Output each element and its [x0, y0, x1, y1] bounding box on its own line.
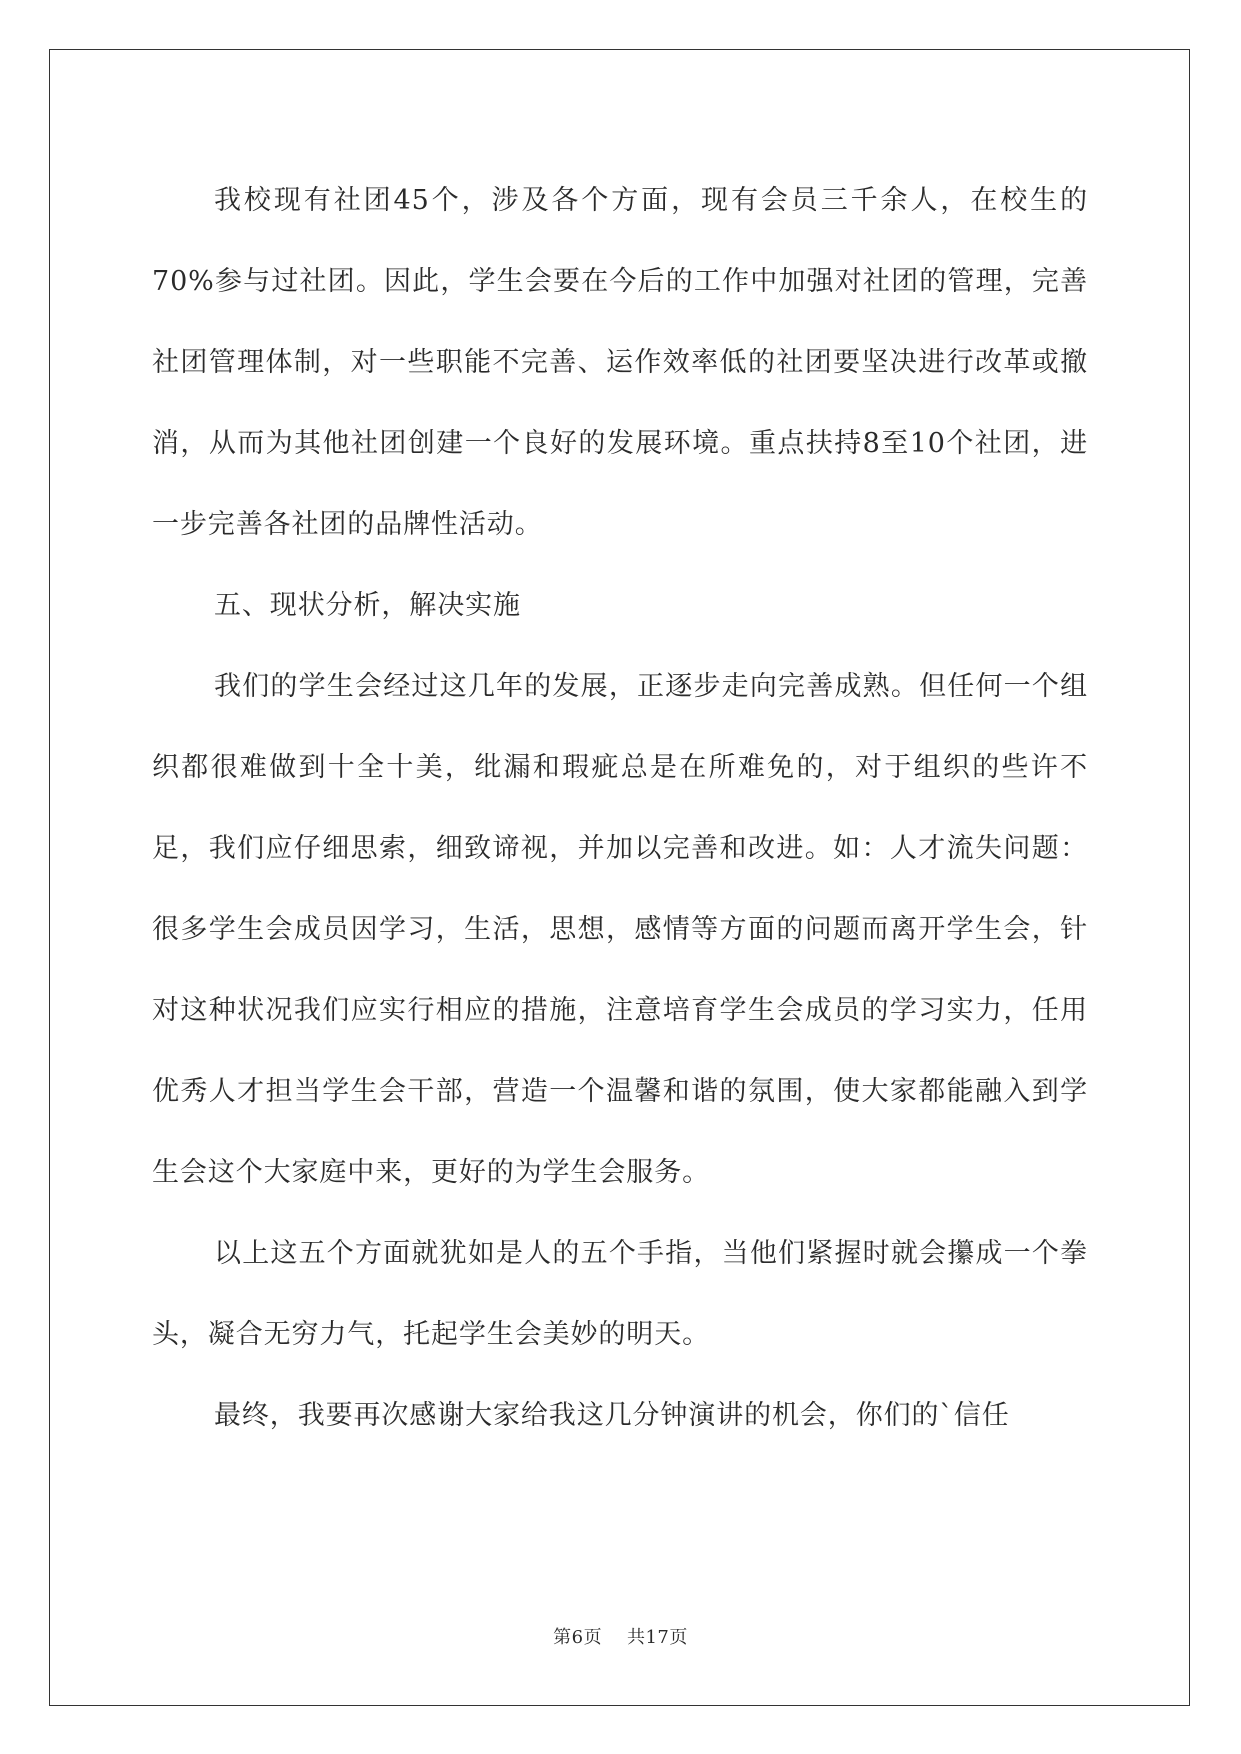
page-total: 共17页	[626, 1627, 688, 1648]
paragraph-clubs: 我校现有社团45个，涉及各个方面，现有会员三千余人，在校生的70%参与过社团。因此，学生会要在今后的工作中加强对社团的管理，完善社团管理体制，对一些职能不完善、运作效率低的社团要坚决进行改革或撤消，从而为其他社团创建一个良好的发展环境。重点扶持8至10个社团，进一步完善各社团的品牌性活动。	[152, 185, 1088, 540]
paragraph-five-fingers: 以上这五个方面就犹如是人的五个手指，当他们紧握时就会攥成一个拳头，凝合无穷力气，托起学生会美妙的明天。	[152, 1238, 1088, 1350]
section-heading: 五、现状分析，解决实施	[214, 590, 521, 621]
document-body	[152, 160, 1088, 1456]
page-footer	[0, 1626, 1241, 1650]
paragraph-closing: 最终，我要再次感谢大家给我这几分钟演讲的机会，你们的`信任	[214, 1400, 1010, 1431]
page-number: 第6页	[553, 1627, 603, 1648]
paragraph-analysis: 我们的学生会经过这几年的发展，正逐步走向完善成熟。但任何一个组织都很难做到十全十美，纰漏和瑕疵总是在所难免的，对于组织的些许不足，我们应仔细思索，细致谛视，并加以完善和改进。如：人才流失问题：很多学生会成员因学习，生活，思想，感情等方面的问题而离开学生会，针对这种状况我们应实行相应的措施，注意培育学生会成员的学习实力，任用优秀人才担当学生会干部，营造一个温馨和谐的氛围，使大家都能融入到学生会这个大家庭中来，更好的为学生会服务。	[152, 671, 1088, 1188]
